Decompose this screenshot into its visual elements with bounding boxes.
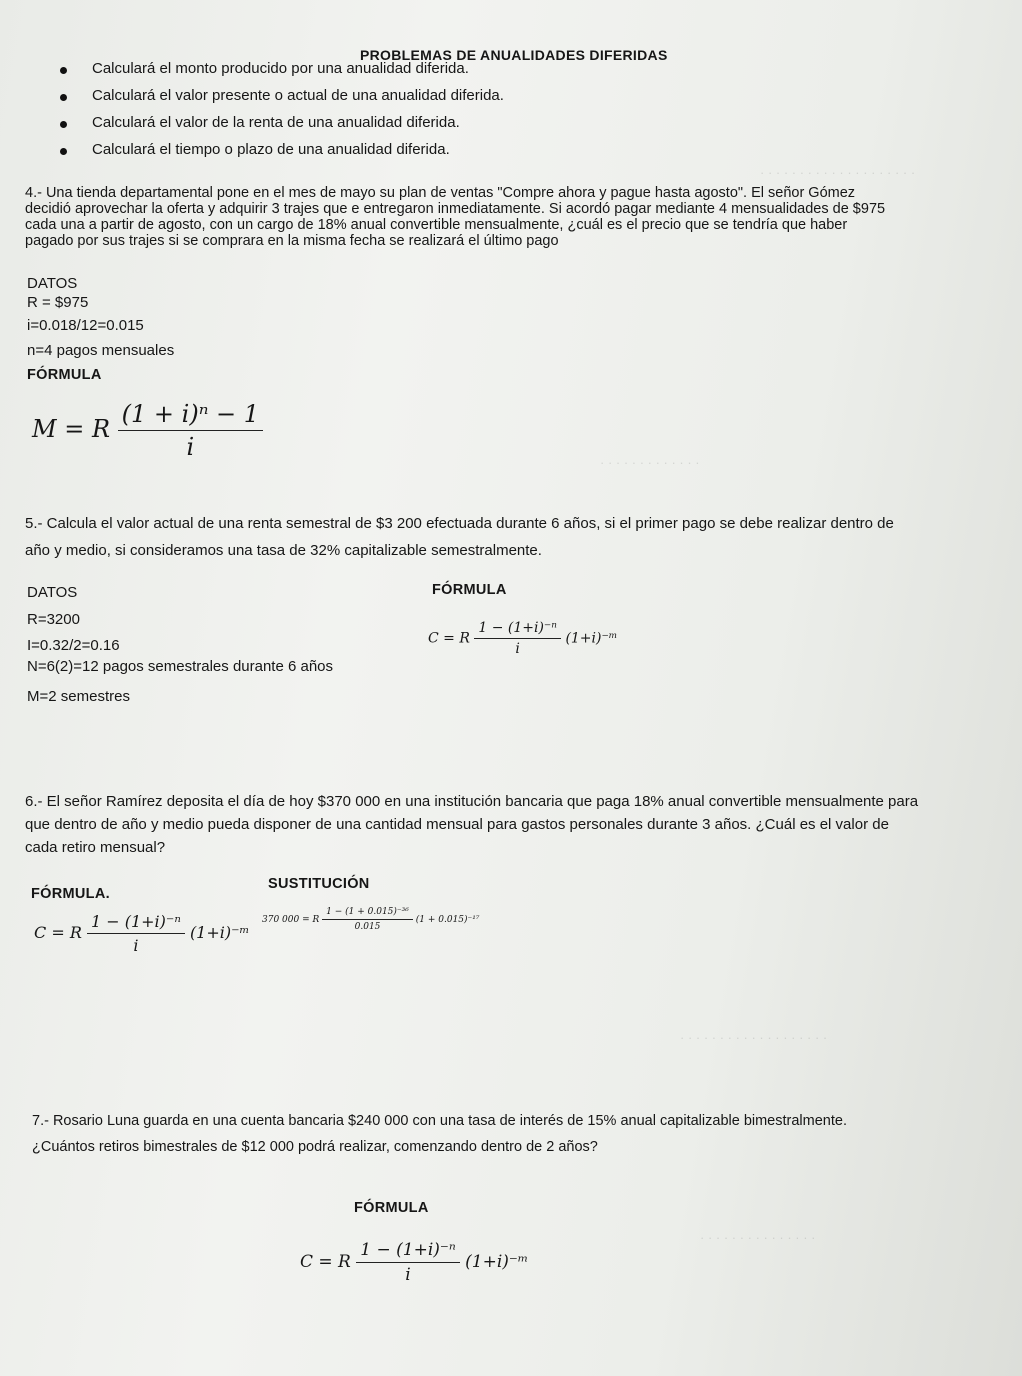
problem-4-formula [32, 400, 263, 461]
problem-4-dato: R = $975 [27, 294, 89, 311]
problem-6-line: 6.- El señor Ramírez deposita el día de hoy $370 000 en una institución bancaria que paga 18% anual convertible mensualmente para [25, 793, 919, 810]
problem-5-dato: M=2 semestres [27, 688, 130, 705]
problem-4-datos-label: DATOS [27, 275, 78, 292]
formula-denominator: i [186, 433, 195, 461]
problem-7-formula [300, 1240, 528, 1285]
problem-6-line: que dentro de año y medio pueda disponer de una cantidad mensual para gastos personales durante 3 años. ¿Cuál es el valor de [25, 816, 889, 833]
formula-lhs: C = R [34, 923, 82, 942]
formula-denominator: i [515, 641, 520, 657]
formula-numerator: 1 − (1+i)⁻ⁿ [87, 912, 185, 934]
problem-5-statement [25, 510, 894, 564]
problem-5-line: año y medio, si consideramos una tasa de 32% capitalizable semestralmente. [25, 542, 542, 559]
problem-4-formula-label: FÓRMULA [27, 367, 102, 383]
problem-4-line: decidió aprovechar la oferta y adquirir 3 trajes que e entregaron inmediatamente. Si acordó pagar mediante 4 mensualidades de $975 [25, 201, 886, 217]
problem-5-datos-label: DATOS [27, 584, 78, 601]
problem-4-line: 4.- Una tienda departamental pone en el mes de mayo su plan de ventas "Compre ahora y pague hasta agosto". El señor Gómez [25, 185, 856, 201]
formula-tail: (1+i)⁻ᵐ [565, 630, 618, 647]
problem-6-formula-label: FÓRMULA. [31, 886, 110, 902]
objective-item: Calculará el monto producido por una anualidad diferida. [60, 60, 504, 87]
formula-lhs: C = R [428, 630, 470, 647]
problem-5-line: 5.- Calcula el valor actual de una renta semestral de $3 200 efectuada durante 6 años, si el primer pago se debe realizar dentro de [25, 515, 894, 532]
formula-fraction [118, 400, 263, 461]
formula-denominator: i [133, 936, 139, 955]
substitution-numerator: 1 − (1 + 0.015)⁻³⁶ [322, 907, 413, 920]
objective-item: Calculará el tiempo o plazo de una anualidad diferida. [60, 141, 504, 168]
problem-7-line: 7.- Rosario Luna guarda en una cuenta bancaria $240 000 con una tasa de interés de 15% anual capitalizable bimestralmente. [32, 1113, 847, 1129]
problem-6-line: cada retiro mensual? [25, 839, 166, 856]
formula-denominator: i [405, 1265, 411, 1285]
formula-numerator: (1 + i)ⁿ − 1 [118, 400, 263, 431]
problem-6-formula [34, 912, 249, 955]
problem-6-statement [25, 790, 918, 859]
formula-fraction [356, 1240, 460, 1285]
problem-5-dato: N=6(2)=12 pagos semestrales durante 6 años [27, 658, 334, 675]
formula-numerator: 1 − (1+i)⁻ⁿ [356, 1240, 460, 1263]
problem-5-formula [428, 620, 617, 657]
formula-numerator: 1 − (1+i)⁻ⁿ [474, 620, 561, 639]
problem-4-statement [25, 185, 885, 249]
formula-fraction [87, 912, 185, 955]
bleed-through-text: · · · · · · · · · · · · · · · · · · · · [760, 165, 916, 180]
page-title: PROBLEMAS DE ANUALIDADES DIFERIDAS [360, 47, 668, 63]
formula-tail: (1+i)⁻ᵐ [465, 1252, 529, 1272]
problem-6-sustitucion-label: SUSTITUCIÓN [268, 876, 370, 892]
problem-7-formula-label: FÓRMULA [354, 1200, 429, 1216]
problem-7-line: ¿Cuántos retiros bimestrales de $12 000 podrá realizar, comenzando dentro de 2 años? [32, 1139, 598, 1155]
substitution-tail: (1 + 0.015)⁻¹⁷ [415, 915, 480, 925]
problem-6-substitution [262, 907, 480, 932]
bleed-through-text: · · · · · · · · · · · · · · · · · · · [680, 1030, 828, 1045]
substitution-lhs: 370 000 = R [262, 915, 320, 925]
problem-5-dato: R=3200 [27, 611, 80, 628]
problem-7-statement [32, 1102, 847, 1166]
formula-lhs: C = R [300, 1252, 351, 1272]
bleed-through-text: · · · · · · · · · · · · · · · [700, 1230, 816, 1245]
formula-tail: (1+i)⁻ᵐ [189, 923, 250, 942]
problem-4-line: pagado por sus trajes si se comprara en la misma fecha se realizará el último pago [25, 233, 559, 249]
problem-4-line: cada una a partir de agosto, con un cargo de 18% anual convertible mensualmente, ¿cuál es el precio que se tendría que haber [25, 217, 848, 233]
formula-lhs: M = R [32, 415, 111, 443]
problem-4-dato: i=0.018/12=0.015 [27, 317, 144, 334]
problem-5-formula-label: FÓRMULA [432, 582, 507, 598]
substitution-fraction [322, 907, 413, 932]
problem-5-dato: I=0.32/2=0.16 [27, 637, 120, 654]
objectives-list [60, 60, 504, 168]
objective-item: Calculará el valor presente o actual de una anualidad diferida. [60, 87, 504, 114]
substitution-denominator: 0.015 [354, 922, 381, 932]
objective-item: Calculará el valor de la renta de una anualidad diferida. [60, 114, 504, 141]
bleed-through-text: · · · · · · · · · · · · · [600, 455, 700, 470]
formula-fraction [474, 620, 561, 657]
problem-4-dato: n=4 pagos mensuales [27, 342, 175, 359]
